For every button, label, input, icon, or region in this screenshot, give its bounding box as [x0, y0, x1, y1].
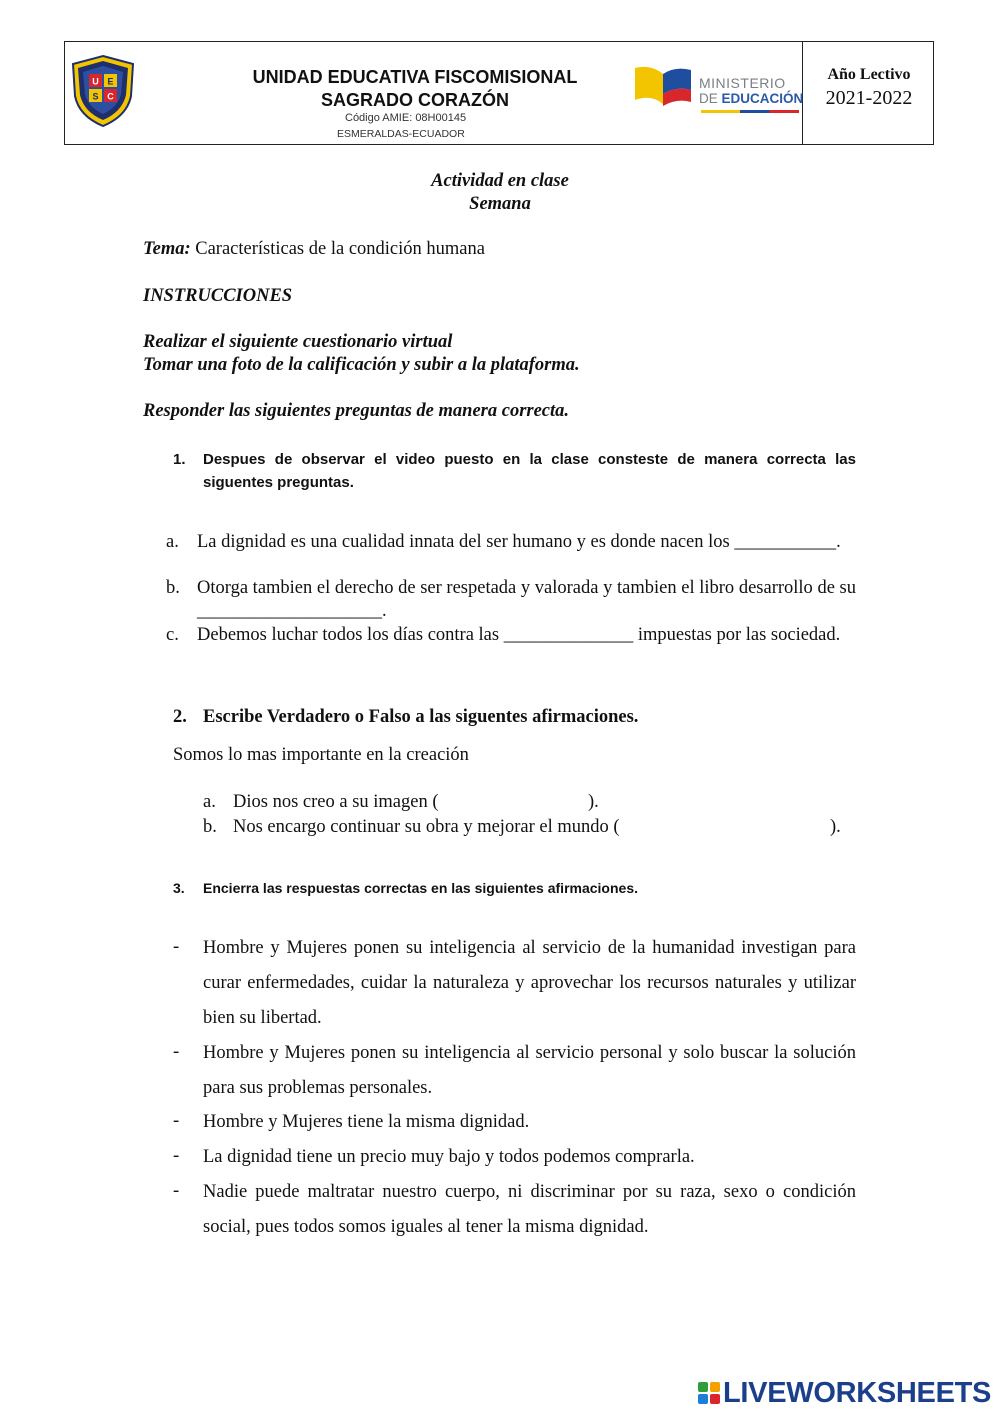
statement-1: Hombre y Mujeres ponen su inteligencia al servicio de la humanidad investigan para curar enfermedades, cuidar la naturaleza y aprovechar los recursos naturales y utilizar bien su libertad. — [203, 938, 856, 1028]
school-shield-logo — [71, 54, 135, 128]
instruction-line1: Realizar el siguiente cuestionario virtual — [143, 332, 453, 352]
statement-bullet: - — [173, 1146, 180, 1166]
year-value: 2021-2022 — [825, 87, 913, 109]
instruction-line2: Tomar una foto de la calificación y subir a la plataforma. — [143, 355, 580, 375]
question1-item-a-letter: a. — [166, 532, 179, 552]
ministry-color-bar — [701, 110, 799, 113]
statement-bullet: - — [173, 1111, 180, 1131]
ministry-line1: MINISTERIO — [699, 75, 786, 91]
statement-4: La dignidad tiene un precio muy bajo y todos podemos comprarla. — [203, 1147, 695, 1167]
amie-code: Código AMIE: 08H00145 — [345, 112, 467, 124]
title-line2: Semana — [469, 194, 531, 214]
statement-bullet: - — [173, 1181, 180, 1201]
title-line1: Actividad en clase — [431, 171, 569, 191]
question1-item-b-letter: b. — [166, 578, 180, 598]
header-box — [64, 41, 934, 145]
shield-letter-4: C — [107, 91, 114, 102]
question2-item-a-text: Dios nos creo a su imagen ( — [233, 792, 439, 812]
shield-letter-3: S — [92, 91, 99, 102]
question2-item-a-close: ). — [588, 792, 599, 812]
question3-number: 3. — [173, 880, 185, 896]
school-name-line1: UNIDAD EDUCATIVA FISCOMISIONAL — [252, 67, 578, 87]
question2-intro: Somos lo mas importante en la creación — [173, 745, 469, 765]
question2-item-b-close: ). — [830, 817, 841, 837]
ministry-flag-icon — [633, 64, 693, 114]
question2-item-b-text: Nos encargo continuar su obra y mejorar el mundo ( — [233, 817, 620, 837]
year-label: Año Lectivo — [827, 66, 911, 83]
instruction-line3: Responder las siguientes preguntas de manera correcta. — [143, 401, 570, 421]
ministry-line2 — [699, 91, 803, 107]
ministry-line2-prefix: DE — [699, 91, 722, 106]
statement-3: Hombre y Mujeres tiene la misma dignidad. — [203, 1112, 530, 1132]
question3-text: Encierra las respuestas correctas en las siguientes afirmaciones. — [203, 880, 638, 896]
liveworksheets-watermark[interactable]: LIVEWORKSHEETS — [723, 1377, 992, 1409]
question1-item-b-text: Otorga tambien el derecho de ser respetada y valorada y tambien el libro desarrollo de su ____________________. — [197, 578, 856, 621]
question2-number: 2. — [173, 707, 187, 727]
question1-text: Despues de observar el video puesto en la clase consteste de manera correcta las siguentes preguntas. — [203, 451, 856, 491]
statement-bullet: - — [173, 1042, 180, 1062]
statement-5: Nadie puede maltratar nuestro cuerpo, ni discriminar por su raza, sexo o condición social, pues todos somos iguales al tener la misma dignidad. — [203, 1182, 856, 1237]
question2-item-a-letter: a. — [203, 792, 216, 812]
tema-label: Tema: — [143, 239, 191, 259]
question1-item-c-letter: c. — [166, 625, 179, 645]
question2-text: Escribe Verdadero o Falso a las siguentes afirmaciones. — [203, 707, 639, 727]
question2-item-b-letter: b. — [203, 817, 217, 837]
shield-letter-1: U — [92, 76, 99, 87]
tema — [143, 238, 485, 261]
school-location: ESMERALDAS-ECUADOR — [337, 128, 465, 140]
liveworksheets-logo-icon — [697, 1381, 721, 1405]
instructions-heading: INSTRUCCIONES — [143, 286, 293, 306]
statement-bullet: - — [173, 937, 180, 957]
shield-letter-2: E — [107, 76, 114, 87]
tema-value: Características de la condición humana — [190, 239, 485, 259]
question1-item-a-text: La dignidad es una cualidad innata del ser humano y es donde nacen los ___________. — [197, 532, 841, 552]
ministry-text — [699, 75, 803, 107]
school-name-line2: SAGRADO CORAZÓN — [321, 90, 509, 110]
school-name — [215, 66, 615, 112]
question1-item-c-text: Debemos luchar todos los días contra las ______________ impuestas por las sociedad. — [197, 625, 841, 645]
statement-2: Hombre y Mujeres ponen su inteligencia al servicio personal y solo buscar la solución para sus problemas personales. — [203, 1043, 856, 1098]
question1-number: 1. — [173, 451, 186, 468]
ministry-line2-bold: EDUCACIÓN — [721, 91, 804, 106]
